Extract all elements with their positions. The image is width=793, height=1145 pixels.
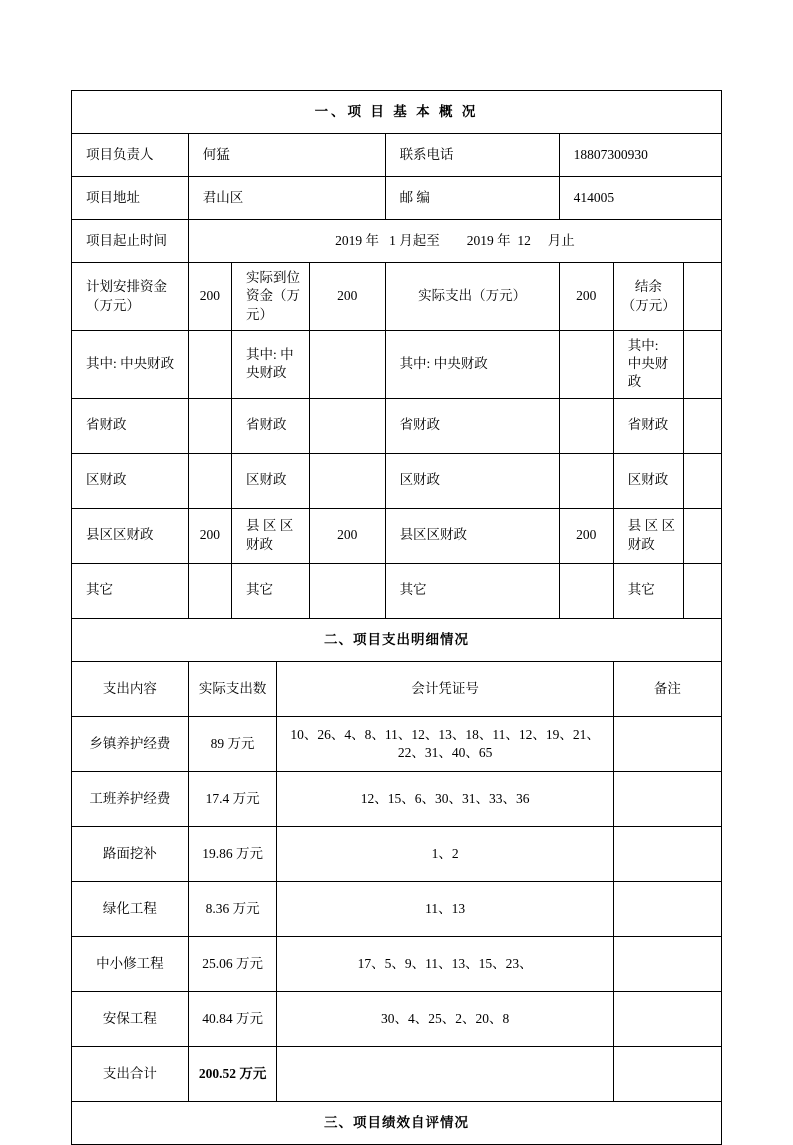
address-value: 君山区 — [188, 177, 385, 220]
detail-voucher-2: 1、2 — [277, 826, 613, 881]
table-row — [72, 881, 722, 936]
detail-amount-5: 40.84 万元 — [188, 991, 277, 1046]
source-label-expend-2: 区财政 — [385, 453, 559, 508]
detail-content-3: 绿化工程 — [72, 881, 189, 936]
source-value-received-2 — [309, 453, 385, 508]
detail-total-row — [72, 1046, 722, 1101]
source-value-received-4 — [309, 563, 385, 618]
source-value-plan-3: 200 — [188, 508, 231, 563]
source-value-received-3: 200 — [309, 508, 385, 563]
source-value-expend-3: 200 — [559, 508, 613, 563]
source-value-balance-0 — [684, 330, 722, 398]
source-label-plan-0: 其中: 中央财政 — [72, 330, 189, 398]
source-value-received-0 — [309, 330, 385, 398]
actual-expend-label: 实际支出（万元） — [385, 263, 559, 331]
period-start-month: 1 — [389, 233, 396, 249]
address-label: 项目地址 — [72, 177, 189, 220]
postcode-value: 414005 — [559, 177, 721, 220]
table-row — [72, 453, 722, 508]
source-label-plan-2: 区财政 — [72, 453, 189, 508]
period-value — [188, 220, 721, 263]
detail-total-voucher — [277, 1046, 613, 1101]
detail-amount-4: 25.06 万元 — [188, 936, 277, 991]
report-form-page — [71, 90, 722, 1145]
balance-label: 结余（万元） — [613, 263, 683, 331]
period-start-suffix: 月起至 — [399, 233, 440, 249]
source-label-plan-3: 县区区财政 — [72, 508, 189, 563]
period-label: 项目起止时间 — [72, 220, 189, 263]
plan-amount-value: 200 — [188, 263, 231, 331]
detail-col-amount: 实际支出数 — [188, 661, 277, 716]
detail-total-memo — [613, 1046, 721, 1101]
detail-amount-1: 17.4 万元 — [188, 771, 277, 826]
source-value-expend-4 — [559, 563, 613, 618]
detail-memo-1 — [613, 771, 721, 826]
detail-amount-0: 89 万元 — [188, 716, 277, 771]
source-label-expend-1: 省财政 — [385, 398, 559, 453]
detail-memo-0 — [613, 716, 721, 771]
detail-content-5: 安保工程 — [72, 991, 189, 1046]
phone-label: 联系电话 — [385, 134, 559, 177]
source-value-balance-1 — [684, 398, 722, 453]
source-value-expend-0 — [559, 330, 613, 398]
source-value-received-1 — [309, 398, 385, 453]
detail-memo-4 — [613, 936, 721, 991]
detail-voucher-3: 11、13 — [277, 881, 613, 936]
source-label-plan-4: 其它 — [72, 563, 189, 618]
source-value-plan-0 — [188, 330, 231, 398]
detail-content-4: 中小修工程 — [72, 936, 189, 991]
detail-total-label: 支出合计 — [72, 1046, 189, 1101]
source-value-balance-3 — [684, 508, 722, 563]
source-value-plan-1 — [188, 398, 231, 453]
detail-content-2: 路面挖补 — [72, 826, 189, 881]
source-label-expend-0: 其中: 中央财政 — [385, 330, 559, 398]
period-year-unit-1: 年 — [365, 233, 379, 249]
actual-expend-value: 200 — [559, 263, 613, 331]
section-3-title: 三、项目绩效自评情况 — [72, 1101, 722, 1144]
actual-received-label: 实际到位资金（万元） — [232, 263, 310, 331]
source-label-received-3: 县 区 区财政 — [232, 508, 310, 563]
table-row — [72, 398, 722, 453]
source-label-expend-3: 县区区财政 — [385, 508, 559, 563]
source-label-balance-2: 区财政 — [613, 453, 683, 508]
detail-amount-3: 8.36 万元 — [188, 881, 277, 936]
period-end-month: 12 — [517, 233, 531, 249]
detail-col-memo: 备注 — [613, 661, 721, 716]
source-label-balance-3: 县 区 区财政 — [613, 508, 683, 563]
detail-content-1: 工班养护经费 — [72, 771, 189, 826]
source-label-expend-4: 其它 — [385, 563, 559, 618]
detail-col-content: 支出内容 — [72, 661, 189, 716]
detail-voucher-1: 12、15、6、30、31、33、36 — [277, 771, 613, 826]
source-label-received-1: 省财政 — [232, 398, 310, 453]
manager-label: 项目负责人 — [72, 134, 189, 177]
table-row — [72, 563, 722, 618]
balance-value — [684, 263, 722, 331]
source-value-balance-2 — [684, 453, 722, 508]
period-year-unit-2: 年 — [497, 233, 511, 249]
source-label-balance-1: 省财政 — [613, 398, 683, 453]
table-row — [72, 330, 722, 398]
period-end-year: 2019 — [466, 233, 494, 249]
source-value-expend-2 — [559, 453, 613, 508]
source-label-received-2: 区财政 — [232, 453, 310, 508]
source-label-received-4: 其它 — [232, 563, 310, 618]
source-label-balance-0: 其中: 中央财政 — [613, 330, 683, 398]
detail-content-0: 乡镇养护经费 — [72, 716, 189, 771]
detail-voucher-5: 30、4、25、2、20、8 — [277, 991, 613, 1046]
table-row — [72, 826, 722, 881]
source-value-plan-4 — [188, 563, 231, 618]
source-value-balance-4 — [684, 563, 722, 618]
detail-header-row — [72, 661, 722, 716]
actual-received-value: 200 — [309, 263, 385, 331]
detail-amount-2: 19.86 万元 — [188, 826, 277, 881]
detail-voucher-0: 10、26、4、8、11、12、13、18、11、12、19、21、22、31、40、65 — [277, 716, 613, 771]
detail-col-voucher: 会计凭证号 — [277, 661, 613, 716]
detail-memo-2 — [613, 826, 721, 881]
table-row — [72, 936, 722, 991]
period-end-suffix: 月止 — [547, 233, 575, 249]
detail-memo-3 — [613, 881, 721, 936]
postcode-label: 邮 编 — [385, 177, 559, 220]
source-value-expend-1 — [559, 398, 613, 453]
project-report-table — [71, 90, 722, 1145]
phone-value: 18807300930 — [559, 134, 721, 177]
section-1-title: 一、项 目 基 本 概 况 — [72, 91, 722, 134]
detail-voucher-4: 17、5、9、11、13、15、23、 — [277, 936, 613, 991]
detail-total-value: 200.52 万元 — [188, 1046, 277, 1101]
table-row — [72, 716, 722, 771]
source-label-balance-4: 其它 — [613, 563, 683, 618]
table-row — [72, 991, 722, 1046]
plan-amount-label: 计划安排资金（万元） — [72, 263, 189, 331]
table-row — [72, 508, 722, 563]
section-2-title: 二、项目支出明细情况 — [72, 618, 722, 661]
period-start-year: 2019 — [335, 233, 363, 249]
source-label-received-0: 其中: 中央财政 — [232, 330, 310, 398]
table-row — [72, 771, 722, 826]
source-value-plan-2 — [188, 453, 231, 508]
source-label-plan-1: 省财政 — [72, 398, 189, 453]
manager-value: 何猛 — [188, 134, 385, 177]
detail-memo-5 — [613, 991, 721, 1046]
